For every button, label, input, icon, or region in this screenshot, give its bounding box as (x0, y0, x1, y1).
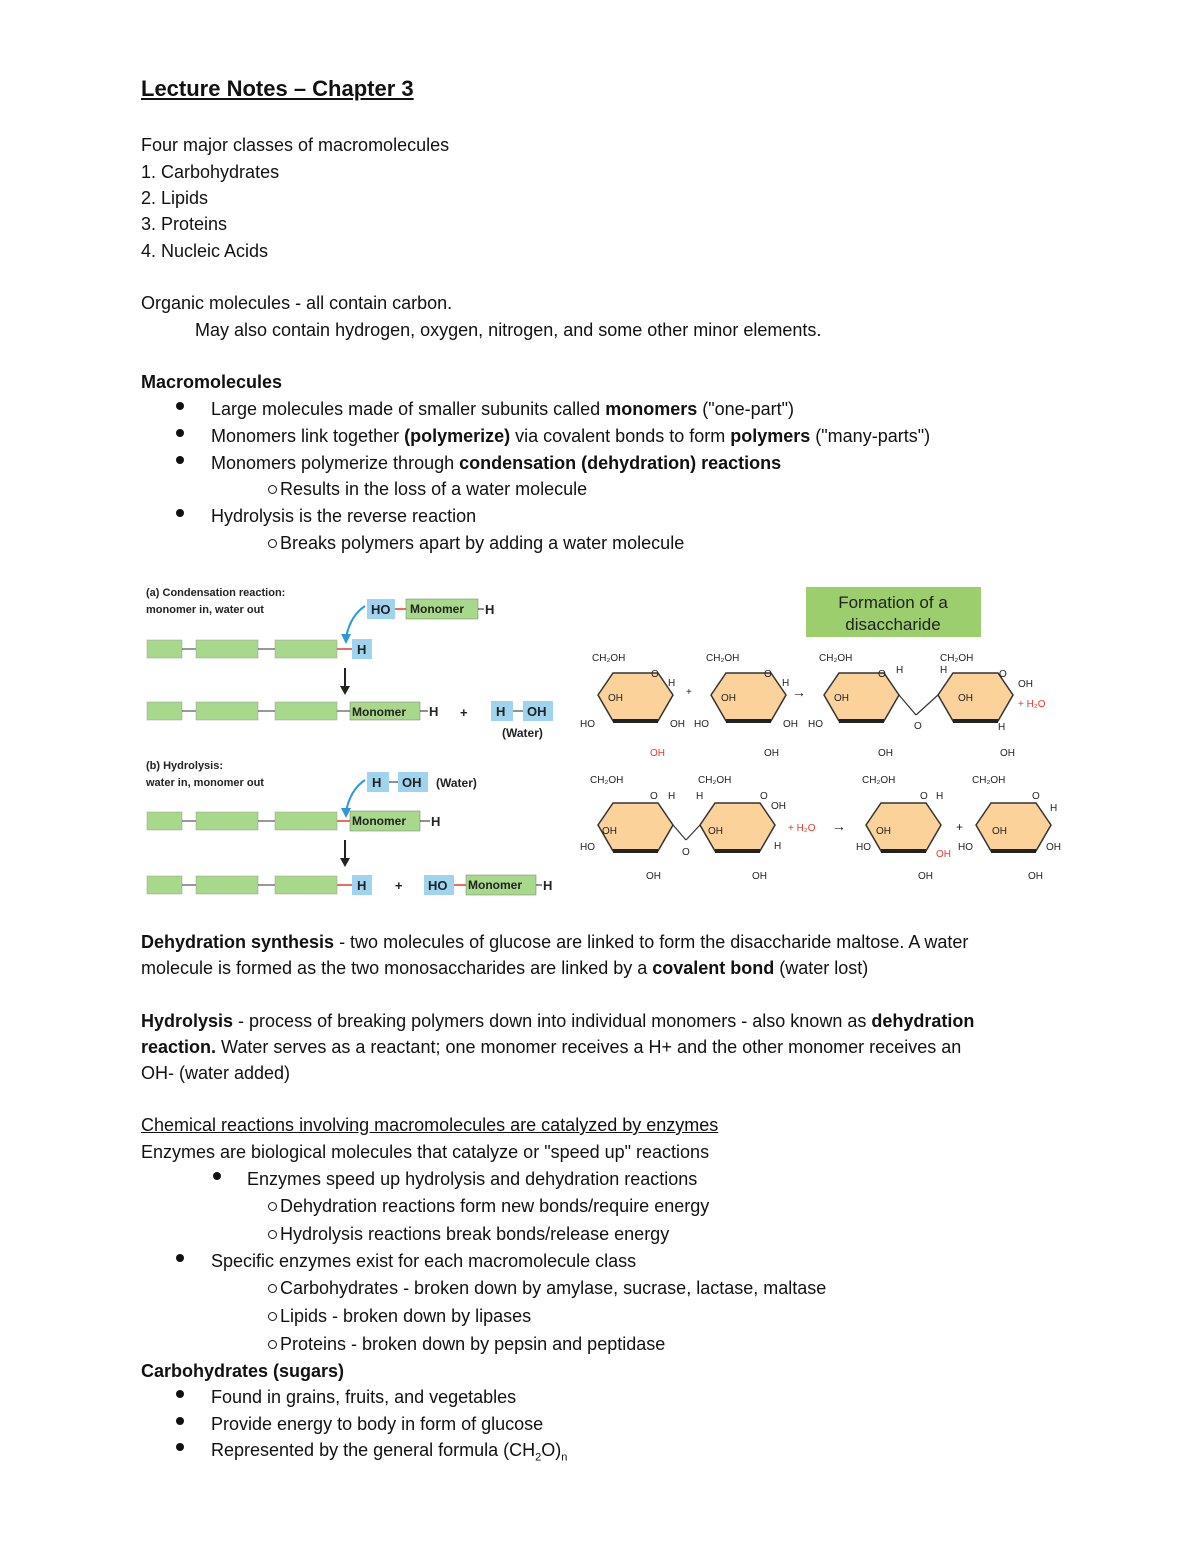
svg-text:O: O (878, 669, 886, 680)
blue-arrow-icon (346, 606, 365, 638)
svg-text:OH: OH (1018, 679, 1033, 690)
monomer-block (275, 812, 337, 830)
svg-text:H: H (782, 678, 790, 689)
svg-text:HO: HO (580, 842, 595, 853)
svg-text:+: + (686, 687, 692, 698)
svg-text:OH: OH (783, 719, 798, 730)
circle-bullet-icon (268, 1230, 277, 1239)
svg-text:H: H (1050, 803, 1058, 814)
bullet-icon (176, 456, 184, 464)
svg-text:H: H (936, 791, 944, 802)
svg-text:+: + (460, 705, 468, 720)
glucose-ring-icon (976, 803, 1051, 851)
svg-text:O: O (651, 669, 659, 680)
svg-text:CH₂OH: CH₂OH (940, 653, 974, 664)
macro-sub-bullet-1: Results in the loss of a water molecule (268, 478, 587, 500)
bullet-icon (176, 1254, 184, 1262)
monomer-block (147, 702, 182, 720)
list-item: 1. Carbohydrates (141, 162, 280, 182)
dehydration-paragraph: Dehydration synthesis - two molecules of glucose are linked to form the disaccharide maltose. A water molecule is formed as the two monosaccharides are linked by a covalent bond (water lost) (141, 932, 969, 978)
monomer-block (275, 876, 337, 894)
enzymes-bullet-2: Specific enzymes exist for each macromolecule class (211, 1251, 637, 1271)
svg-text:OH: OH (1000, 748, 1015, 759)
svg-text:H: H (896, 665, 904, 676)
svg-text:H: H (429, 704, 439, 719)
enzymes-sub-bullet: Carbohydrates - broken down by amylase, sucrase, lactase, maltase (268, 1277, 826, 1299)
bullet-icon (176, 1390, 184, 1398)
svg-text:HO: HO (580, 719, 595, 730)
svg-text:H: H (668, 791, 676, 802)
blue-arrow-icon (346, 780, 365, 812)
enzymes-heading: Chemical reactions involving macromolecules are catalyzed by enzymes (141, 1115, 719, 1135)
svg-text:OH: OH (876, 826, 891, 837)
monomer-block (196, 640, 258, 658)
svg-text:→: → (792, 684, 806, 700)
monomer-block (196, 702, 258, 720)
svg-text:CH₂OH: CH₂OH (592, 653, 626, 664)
svg-text:CH₂OH: CH₂OH (590, 775, 624, 786)
intro-heading: Four major classes of macromolecules (141, 135, 450, 155)
svg-text:HO: HO (958, 842, 973, 853)
enzymes-sub-bullet: Dehydration reactions form new bonds/require energy (268, 1195, 709, 1217)
circle-bullet-icon (268, 539, 277, 548)
svg-text:OH: OH (608, 693, 623, 704)
svg-text:HO: HO (808, 719, 823, 730)
svg-text:H: H (998, 722, 1006, 733)
carbs-bullet-3: Represented by the general formula $(CH_2O)_n$ (211, 1440, 568, 1464)
svg-text:HO: HO (694, 719, 709, 730)
bullet-icon (213, 1172, 221, 1180)
svg-text:CH₂OH: CH₂OH (972, 775, 1006, 786)
circle-bullet-icon (268, 485, 277, 494)
page-title: Lecture Notes – Chapter 3 (141, 76, 414, 101)
svg-text:OH: OH (918, 871, 933, 882)
organic-line-2: May also contain hydrogen, oxygen, nitrogen, and some other minor elements. (195, 320, 822, 340)
monomer-block (147, 812, 182, 830)
svg-text:H: H (774, 841, 782, 852)
macro-bullet-4: Hydrolysis is the reverse reaction (211, 506, 477, 526)
carbohydrates-heading: Carbohydrates (sugars) (141, 1361, 345, 1381)
svg-text:H: H (496, 704, 506, 719)
hydrolysis-paragraph: Hydrolysis - process of breaking polymers down into individual monomers - also known as dehydration reaction. Water serves as a reactant; one monomer receives a H+ and the other monomer receives an OH- (water added) (141, 1011, 975, 1083)
svg-text:OH: OH (402, 775, 422, 790)
svg-text:H: H (543, 878, 553, 893)
bullet-icon (176, 509, 184, 517)
organic-line-1: Organic molecules - all contain carbon. (141, 293, 453, 313)
svg-text:CH₂OH: CH₂OH (862, 775, 896, 786)
disaccharide-title-2: disaccharide (845, 615, 941, 634)
svg-text:OH: OH (602, 826, 617, 837)
circle-bullet-icon (268, 1312, 277, 1321)
monomer-block (147, 876, 182, 894)
enzymes-bullet-1: Enzymes speed up hydrolysis and dehydration reactions (247, 1169, 698, 1189)
svg-text:OH: OH (752, 871, 767, 882)
carbs-bullet-1: Found in grains, fruits, and vegetables (211, 1387, 517, 1407)
svg-text:O: O (764, 669, 772, 680)
svg-text:(Water): (Water) (502, 726, 543, 740)
list-item: 4. Nucleic Acids (141, 241, 269, 261)
bullet-icon (176, 1417, 184, 1425)
svg-text:Monomer: Monomer (468, 878, 522, 892)
disaccharide-title-1: Formation of a (838, 593, 948, 612)
monomer-block (196, 812, 258, 830)
svg-text:OH: OH (834, 693, 849, 704)
disaccharide-figure (578, 585, 1068, 890)
svg-text:+ H₂O: + H₂O (1018, 699, 1046, 710)
svg-text:Monomer: Monomer (410, 602, 464, 616)
condensation-hydrolysis-figure (140, 580, 570, 900)
svg-text:H: H (431, 814, 441, 829)
svg-text:HO: HO (856, 842, 871, 853)
monomer-block (275, 640, 337, 658)
bullet-icon (176, 1443, 184, 1451)
monomer-block (147, 640, 182, 658)
circle-bullet-icon (268, 1340, 277, 1349)
svg-text:Monomer: Monomer (352, 705, 406, 719)
svg-text:OH: OH (771, 801, 786, 812)
svg-text:OH: OH (1028, 871, 1043, 882)
svg-text:OH: OH (764, 748, 779, 759)
enzymes-sub-bullet: Lipids - broken down by lipases (268, 1305, 531, 1327)
enzymes-line: Enzymes are biological molecules that catalyze or "speed up" reactions (141, 1142, 710, 1162)
svg-text:OH: OH (527, 704, 547, 719)
svg-text:OH: OH (721, 693, 736, 704)
svg-text:HO: HO (371, 602, 391, 617)
svg-text:OH: OH (650, 748, 665, 759)
svg-text:H: H (668, 678, 676, 689)
svg-text:OH: OH (1046, 842, 1061, 853)
monomer-block (275, 702, 337, 720)
svg-text:H: H (357, 878, 367, 893)
glucose-ring-icon (938, 673, 1013, 721)
figure-b-title-1: (b) Hydrolysis: (146, 760, 224, 772)
macro-bullet-3: Monomers polymerize through condensation (dehydration) reactions (211, 453, 782, 473)
svg-text:O: O (650, 791, 658, 802)
figure-b-title-2: water in, monomer out (146, 777, 264, 789)
svg-text:OH: OH (992, 826, 1007, 837)
svg-text:→: → (832, 818, 846, 834)
list-item: 2. Lipids (141, 188, 209, 208)
svg-text:+ H₂O: + H₂O (788, 823, 816, 834)
macromolecules-heading: Macromolecules (141, 372, 283, 392)
macro-bullet-1: Large molecules made of smaller subunits called monomers ("one-part") (211, 399, 795, 419)
svg-text:O: O (760, 791, 768, 802)
carbs-bullet-2: Provide energy to body in form of glucose (211, 1414, 544, 1434)
svg-text:CH₂OH: CH₂OH (819, 653, 853, 664)
figure-a-title-2: monomer in, water out (146, 604, 264, 616)
svg-text:H: H (357, 642, 367, 657)
svg-text:H: H (372, 775, 382, 790)
svg-text:CH₂OH: CH₂OH (698, 775, 732, 786)
svg-text:O: O (999, 669, 1007, 680)
svg-text:+: + (395, 878, 403, 893)
svg-text:HO: HO (428, 878, 448, 893)
list-item: 3. Proteins (141, 214, 228, 234)
svg-text:OH: OH (878, 748, 893, 759)
enzymes-sub-bullet: Hydrolysis reactions break bonds/release energy (268, 1223, 669, 1245)
svg-text:O: O (914, 721, 922, 732)
svg-text:OH: OH (708, 826, 723, 837)
bullet-icon (176, 402, 184, 410)
svg-text:O: O (682, 847, 690, 858)
svg-text:Monomer: Monomer (352, 814, 406, 828)
svg-text:O: O (920, 791, 928, 802)
svg-text:OH: OH (646, 871, 661, 882)
svg-text:H: H (940, 665, 948, 676)
macro-sub-bullet-2: Breaks polymers apart by adding a water molecule (268, 532, 684, 554)
figure-a-title-1: (a) Condensation reaction: (146, 587, 286, 599)
svg-text:OH: OH (670, 719, 685, 730)
svg-text:+: + (956, 820, 964, 834)
enzymes-sub-bullet: Proteins - broken down by pepsin and peptidase (268, 1333, 665, 1355)
svg-text:CH₂OH: CH₂OH (706, 653, 740, 664)
monomer-block (196, 876, 258, 894)
svg-text:OH: OH (936, 849, 951, 860)
macro-bullet-2: Monomers link together (polymerize) via covalent bonds to form polymers ("many-parts") (211, 426, 931, 446)
svg-text:O: O (1032, 791, 1040, 802)
svg-text:H: H (696, 791, 704, 802)
svg-text:(Water): (Water) (436, 776, 477, 790)
bullet-icon (176, 429, 184, 437)
circle-bullet-icon (268, 1202, 277, 1211)
circle-bullet-icon (268, 1284, 277, 1293)
svg-text:H: H (485, 602, 495, 617)
svg-text:OH: OH (958, 693, 973, 704)
